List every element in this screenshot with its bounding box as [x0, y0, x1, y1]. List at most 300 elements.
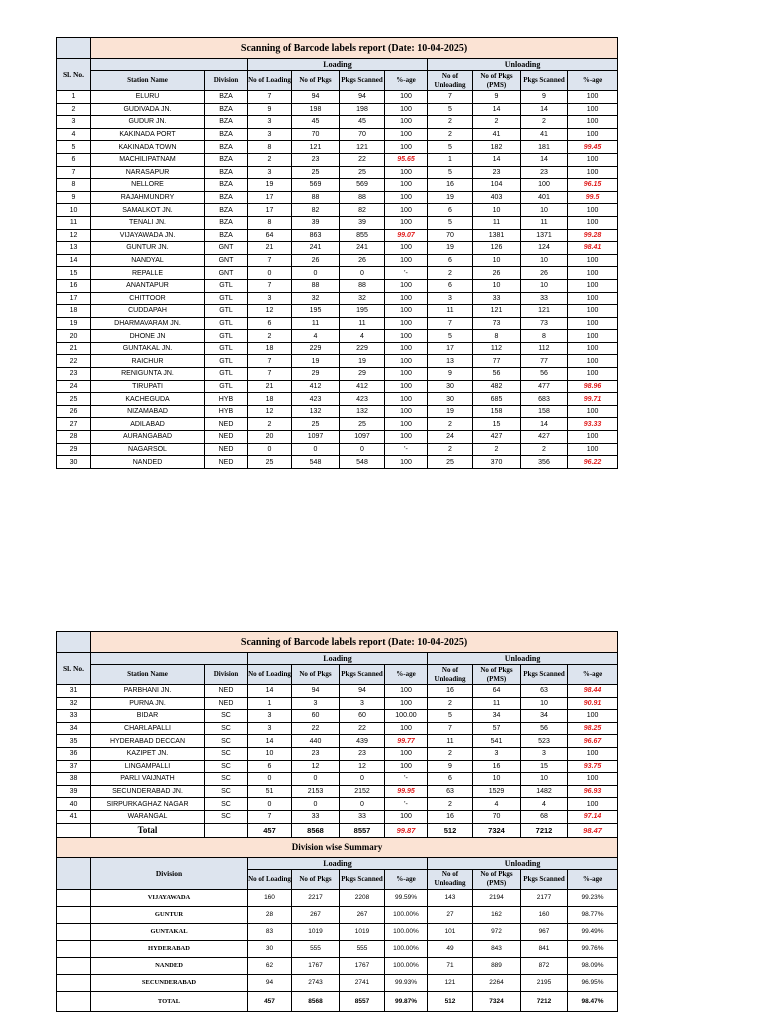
no-of-unloading-cell: 5 — [428, 141, 473, 154]
loading-pct-cell: 100 — [385, 456, 428, 469]
unloading-pct-cell: 100 — [568, 267, 618, 280]
summary-no-of-pkgs-header: No of Pkgs — [292, 869, 340, 889]
unloading-pct-cell: 100 — [568, 773, 618, 786]
station-name-cell: NARASAPUR — [91, 166, 205, 179]
summary-pkgs-scanned-header: Pkgs Scanned — [340, 869, 385, 889]
sl-no-cell: 33 — [57, 710, 91, 723]
no-of-loading-cell: 1 — [248, 697, 292, 710]
division-cell: NED — [205, 418, 248, 431]
pkgs-scanned-header: Pkgs Scanned — [340, 71, 385, 91]
no-of-loading-cell: 3 — [248, 116, 292, 129]
division-cell: GTL — [205, 317, 248, 330]
station-name-cell: SECUNDERABAD JN. — [91, 785, 205, 798]
pkgs-scanned-cell: 855 — [340, 229, 385, 242]
unloading-pct-cell: 100 — [568, 431, 618, 444]
no-of-loading-cell: 7 — [248, 355, 292, 368]
no-of-unloading-cell: 25 — [428, 456, 473, 469]
no-of-pkgs-cell: 94 — [292, 685, 340, 698]
no-of-loading-cell: 0 — [248, 798, 292, 811]
pkgs-scanned-cell: 70 — [340, 128, 385, 141]
no-of-loading-cell: 12 — [248, 305, 292, 318]
pkgs-scanned-cell: 26 — [340, 254, 385, 267]
no-of-unloading-cell: 6 — [428, 204, 473, 217]
division-cell: NED — [205, 431, 248, 444]
no-of-pkgs-cell: 19 — [292, 355, 340, 368]
summary-no-of-unloading-header: No of Unloading — [428, 869, 473, 889]
summary-unloading-pkgs-scanned-cell: 2177 — [521, 889, 568, 906]
unloading-pkgs-scanned-cell: 477 — [521, 380, 568, 393]
barcode-report-table-page-1 — [56, 37, 618, 469]
sl-no-cell: 3 — [57, 116, 91, 129]
unloading-pct-header: %-age — [568, 665, 618, 685]
no-of-pkgs-cell: 39 — [292, 216, 340, 229]
unloading-pct-cell: 93.33 — [568, 418, 618, 431]
unloading-pkgs-scanned-cell: 11 — [521, 216, 568, 229]
station-name-cell: RAJAHMUNDRY — [91, 191, 205, 204]
loading-pct-header: %-age — [385, 71, 428, 91]
no-of-pkgs-pms-cell: 57 — [473, 722, 521, 735]
unloading-pct-cell: 100 — [568, 368, 618, 381]
division-cell: GTL — [205, 279, 248, 292]
summary-total-unloading-pkgs-scanned: 7212 — [521, 991, 568, 1011]
loading-pct-cell: 100 — [385, 116, 428, 129]
unloading-pkgs-scanned-cell: 427 — [521, 431, 568, 444]
no-of-pkgs-pms-cell: 64 — [473, 685, 521, 698]
no-of-loading-cell: 9 — [248, 103, 292, 116]
unloading-pkgs-scanned-header: Pkgs Scanned — [521, 71, 568, 91]
sl-no-cell: 5 — [57, 141, 91, 154]
loading-pct-cell: 100 — [385, 305, 428, 318]
unloading-pkgs-scanned-cell: 26 — [521, 267, 568, 280]
division-cell: BZA — [205, 229, 248, 242]
station-rows-page-1 — [57, 91, 618, 469]
total-no-of-pkgs: 8568 — [292, 823, 340, 837]
total-no-of-loading: 457 — [248, 823, 292, 837]
no-of-pkgs-cell: 33 — [292, 810, 340, 823]
station-name-cell: DHONE JN — [91, 330, 205, 343]
station-name-cell: KAKINADA TOWN — [91, 141, 205, 154]
pkgs-scanned-cell: 94 — [340, 685, 385, 698]
table-row — [57, 317, 618, 330]
table-row — [57, 760, 618, 773]
no-of-pkgs-pms-cell: 370 — [473, 456, 521, 469]
no-of-pkgs-cell: 32 — [292, 292, 340, 305]
table-row — [57, 91, 618, 104]
sl-no-cell: 36 — [57, 747, 91, 760]
total-no-of-pkgs-pms: 7324 — [473, 823, 521, 837]
sl-no-cell: 28 — [57, 431, 91, 444]
pkgs-scanned-cell: 19 — [340, 355, 385, 368]
no-of-loading-cell: 7 — [248, 810, 292, 823]
division-cell: BZA — [205, 153, 248, 166]
sl-no-cell: 18 — [57, 305, 91, 318]
no-of-unloading-cell: 6 — [428, 279, 473, 292]
sl-no-cell: 19 — [57, 317, 91, 330]
summary-unloading-pct-cell: 96.95% — [568, 974, 618, 991]
no-of-pkgs-pms-cell: 41 — [473, 128, 521, 141]
no-of-pkgs-pms-header: No of Pkgs (PMS) — [473, 665, 521, 685]
no-of-unloading-cell: 9 — [428, 368, 473, 381]
pkgs-scanned-cell: 23 — [340, 747, 385, 760]
no-of-loading-cell: 14 — [248, 685, 292, 698]
no-of-unloading-cell: 5 — [428, 216, 473, 229]
table-row — [57, 254, 618, 267]
division-cell: BZA — [205, 191, 248, 204]
no-of-unloading-cell: 2 — [428, 128, 473, 141]
sl-no-cell: 32 — [57, 697, 91, 710]
station-name-cell: CHITTOOR — [91, 292, 205, 305]
sl-no-header: Sl. No. — [57, 59, 91, 91]
unloading-pkgs-scanned-cell: 10 — [521, 279, 568, 292]
no-of-unloading-cell: 6 — [428, 254, 473, 267]
no-of-pkgs-pms-cell: 1381 — [473, 229, 521, 242]
division-cell: HYB — [205, 405, 248, 418]
table-row — [57, 229, 618, 242]
no-of-loading-cell: 8 — [248, 216, 292, 229]
no-of-pkgs-pms-cell: 11 — [473, 216, 521, 229]
summary-total-label: TOTAL — [91, 991, 248, 1011]
station-name-cell: NIZAMABAD — [91, 405, 205, 418]
unloading-pkgs-scanned-cell: 683 — [521, 393, 568, 406]
unloading-pct-cell: 90.91 — [568, 697, 618, 710]
no-of-unloading-cell: 16 — [428, 179, 473, 192]
summary-pkgs-scanned-cell: 2208 — [340, 889, 385, 906]
no-of-loading-cell: 3 — [248, 128, 292, 141]
division-cell: SC — [205, 760, 248, 773]
no-of-pkgs-pms-cell: 427 — [473, 431, 521, 444]
loading-group-header: Loading — [248, 653, 428, 665]
no-of-pkgs-header: No of Pkgs — [292, 665, 340, 685]
unloading-pct-cell: 97.14 — [568, 810, 618, 823]
sl-no-cell: 14 — [57, 254, 91, 267]
station-name-cell: NANDED — [91, 456, 205, 469]
no-of-pkgs-pms-cell: 482 — [473, 380, 521, 393]
no-of-pkgs-cell: 23 — [292, 747, 340, 760]
no-of-loading-cell: 3 — [248, 166, 292, 179]
unloading-pct-cell: 100 — [568, 405, 618, 418]
unloading-pkgs-scanned-cell: 14 — [521, 103, 568, 116]
no-of-loading-cell: 51 — [248, 785, 292, 798]
table-row — [57, 166, 618, 179]
unloading-group-header: Unloading — [428, 653, 618, 665]
station-name-cell: GUNTUR JN. — [91, 242, 205, 255]
no-of-pkgs-cell: 60 — [292, 710, 340, 723]
division-header: Division — [205, 665, 248, 685]
no-of-loading-cell: 12 — [248, 405, 292, 418]
summary-pkgs-scanned-cell: 555 — [340, 940, 385, 957]
no-of-loading-cell: 21 — [248, 242, 292, 255]
summary-unloading-pkgs-scanned-cell: 967 — [521, 923, 568, 940]
no-of-pkgs-pms-cell: 121 — [473, 305, 521, 318]
station-name-cell: GUNTAKAL JN. — [91, 342, 205, 355]
no-of-unloading-cell: 11 — [428, 735, 473, 748]
no-of-pkgs-pms-cell: 104 — [473, 179, 521, 192]
station-name-cell: GUDUR JN. — [91, 116, 205, 129]
table-row — [57, 810, 618, 823]
unloading-pkgs-scanned-cell: 4 — [521, 798, 568, 811]
no-of-loading-cell: 17 — [248, 204, 292, 217]
division-cell: SC — [205, 722, 248, 735]
table-row — [57, 418, 618, 431]
station-name-cell: NELLORE — [91, 179, 205, 192]
division-cell: HYB — [205, 393, 248, 406]
no-of-pkgs-cell: 548 — [292, 456, 340, 469]
summary-no-of-unloading-cell: 49 — [428, 940, 473, 957]
unloading-pkgs-scanned-cell: 77 — [521, 355, 568, 368]
summary-total-unloading-pct: 98.47% — [568, 991, 618, 1011]
pkgs-scanned-cell: 4 — [340, 330, 385, 343]
sl-no-cell: 2 — [57, 103, 91, 116]
no-of-pkgs-cell: 0 — [292, 443, 340, 456]
station-name-cell: MACHILIPATNAM — [91, 153, 205, 166]
no-of-pkgs-pms-cell: 10 — [473, 204, 521, 217]
table-row — [57, 267, 618, 280]
no-of-loading-cell: 2 — [248, 418, 292, 431]
table-row — [57, 342, 618, 355]
unloading-pct-cell: 96.22 — [568, 456, 618, 469]
unloading-pkgs-scanned-cell: 8 — [521, 330, 568, 343]
pkgs-scanned-cell: 423 — [340, 393, 385, 406]
no-of-unloading-cell: 2 — [428, 443, 473, 456]
no-of-loading-cell: 3 — [248, 710, 292, 723]
summary-division-cell: SECUNDERABAD — [91, 974, 248, 991]
loading-pct-cell: '- — [385, 773, 428, 786]
no-of-unloading-cell: 63 — [428, 785, 473, 798]
unloading-pkgs-scanned-cell: 181 — [521, 141, 568, 154]
sl-no-cell: 37 — [57, 760, 91, 773]
summary-row — [57, 906, 618, 923]
pkgs-scanned-cell: 94 — [340, 91, 385, 104]
unloading-pkgs-scanned-cell: 1371 — [521, 229, 568, 242]
unloading-pct-cell: 99.71 — [568, 393, 618, 406]
no-of-unloading-cell: 2 — [428, 116, 473, 129]
unloading-pct-cell: 100 — [568, 342, 618, 355]
unloading-pct-cell: 98.96 — [568, 380, 618, 393]
sl-no-cell: 35 — [57, 735, 91, 748]
loading-pct-cell: 100 — [385, 254, 428, 267]
sl-no-header: Sl. No. — [57, 653, 91, 685]
summary-no-of-pkgs-pms-cell: 972 — [473, 923, 521, 940]
station-name-cell: SAMALKOT JN. — [91, 204, 205, 217]
division-header: Division — [205, 71, 248, 91]
no-of-pkgs-pms-cell: 158 — [473, 405, 521, 418]
loading-pct-cell: 100 — [385, 91, 428, 104]
no-of-pkgs-cell: 412 — [292, 380, 340, 393]
loading-pct-cell: 100 — [385, 216, 428, 229]
summary-no-of-pkgs-cell: 2217 — [292, 889, 340, 906]
loading-pct-cell: 100 — [385, 330, 428, 343]
no-of-pkgs-cell: 12 — [292, 760, 340, 773]
sl-no-cell: 10 — [57, 204, 91, 217]
no-of-pkgs-pms-cell: 73 — [473, 317, 521, 330]
loading-pct-cell: 100 — [385, 355, 428, 368]
loading-pct-cell: 100 — [385, 103, 428, 116]
table-row — [57, 204, 618, 217]
station-name-cell: ADILABAD — [91, 418, 205, 431]
loading-pct-cell: 100 — [385, 431, 428, 444]
no-of-loading-cell: 21 — [248, 380, 292, 393]
summary-total-no-of-unloading: 512 — [428, 991, 473, 1011]
sl-no-cell: 1 — [57, 91, 91, 104]
pkgs-scanned-cell: 2152 — [340, 785, 385, 798]
pkgs-scanned-cell: 0 — [340, 267, 385, 280]
loading-pct-cell: 100 — [385, 292, 428, 305]
table-row — [57, 710, 618, 723]
unloading-pkgs-scanned-cell: 158 — [521, 405, 568, 418]
summary-unloading-header: Unloading — [428, 857, 618, 869]
pkgs-scanned-cell: 22 — [340, 153, 385, 166]
division-cell: SC — [205, 710, 248, 723]
pkgs-scanned-cell: 241 — [340, 242, 385, 255]
division-cell: BZA — [205, 128, 248, 141]
no-of-loading-cell: 6 — [248, 760, 292, 773]
no-of-pkgs-pms-cell: 23 — [473, 166, 521, 179]
station-name-cell: BIDAR — [91, 710, 205, 723]
sl-no-cell: 40 — [57, 798, 91, 811]
unloading-pct-cell: 100 — [568, 103, 618, 116]
unloading-pkgs-scanned-cell: 33 — [521, 292, 568, 305]
loading-pct-cell: 100 — [385, 760, 428, 773]
division-cell: SC — [205, 773, 248, 786]
pkgs-scanned-cell: 569 — [340, 179, 385, 192]
unloading-group-header: Unloading — [428, 59, 618, 71]
unloading-pct-cell: 100 — [568, 798, 618, 811]
unloading-pct-cell: 98.41 — [568, 242, 618, 255]
summary-no-of-pkgs-pms-cell: 2264 — [473, 974, 521, 991]
pkgs-scanned-cell: 29 — [340, 368, 385, 381]
summary-division-cell: HYDERABAD — [91, 940, 248, 957]
no-of-unloading-cell: 30 — [428, 380, 473, 393]
table-row — [57, 330, 618, 343]
loading-pct-cell: 100 — [385, 141, 428, 154]
division-cell: GTL — [205, 355, 248, 368]
total-loading-pct: 99.87 — [385, 823, 428, 837]
sl-no-cell: 30 — [57, 456, 91, 469]
loading-pct-cell: 100.00 — [385, 710, 428, 723]
table-row — [57, 179, 618, 192]
loading-pct-cell: 100 — [385, 204, 428, 217]
summary-division-cell: NANDED — [91, 957, 248, 974]
pkgs-scanned-cell: 33 — [340, 810, 385, 823]
pkgs-scanned-cell: 60 — [340, 710, 385, 723]
sl-no-cell: 6 — [57, 153, 91, 166]
sl-no-cell: 20 — [57, 330, 91, 343]
no-of-loading-cell: 7 — [248, 279, 292, 292]
table-row — [57, 685, 618, 698]
sl-no-cell: 16 — [57, 279, 91, 292]
no-of-pkgs-pms-cell: 403 — [473, 191, 521, 204]
unloading-pkgs-scanned-cell: 2 — [521, 443, 568, 456]
division-cell: GTL — [205, 342, 248, 355]
loading-pct-cell: 100 — [385, 418, 428, 431]
summary-no-of-pkgs-cell: 1019 — [292, 923, 340, 940]
summary-no-of-unloading-cell: 143 — [428, 889, 473, 906]
summary-pkgs-scanned-cell: 2741 — [340, 974, 385, 991]
division-cell: BZA — [205, 204, 248, 217]
no-of-pkgs-cell: 0 — [292, 798, 340, 811]
pkgs-scanned-cell: 412 — [340, 380, 385, 393]
division-cell: NED — [205, 685, 248, 698]
no-of-pkgs-cell: 25 — [292, 166, 340, 179]
summary-unloading-pkgs-scanned-cell: 2195 — [521, 974, 568, 991]
report-title-row — [57, 38, 618, 59]
pkgs-scanned-cell: 22 — [340, 722, 385, 735]
sl-no-cell: 29 — [57, 443, 91, 456]
division-cell: BZA — [205, 103, 248, 116]
unloading-pkgs-scanned-cell: 15 — [521, 760, 568, 773]
table-row — [57, 191, 618, 204]
loading-pct-cell: 100 — [385, 368, 428, 381]
pkgs-scanned-cell: 88 — [340, 191, 385, 204]
no-of-loading-cell: 2 — [248, 153, 292, 166]
summary-loading-pct-cell: 99.59% — [385, 889, 428, 906]
no-of-pkgs-cell: 229 — [292, 342, 340, 355]
no-of-pkgs-pms-cell: 2 — [473, 116, 521, 129]
summary-no-of-loading-cell: 94 — [248, 974, 292, 991]
summary-no-of-pkgs-pms-cell: 843 — [473, 940, 521, 957]
no-of-unloading-cell: 70 — [428, 229, 473, 242]
pkgs-scanned-cell: 198 — [340, 103, 385, 116]
division-summary-rows — [57, 889, 618, 991]
no-of-unloading-cell: 2 — [428, 418, 473, 431]
unloading-pkgs-scanned-cell: 14 — [521, 418, 568, 431]
loading-pct-cell: '- — [385, 798, 428, 811]
no-of-pkgs-pms-cell: 26 — [473, 267, 521, 280]
pkgs-scanned-cell: 82 — [340, 204, 385, 217]
no-of-pkgs-pms-cell: 685 — [473, 393, 521, 406]
no-of-unloading-cell: 2 — [428, 267, 473, 280]
unloading-pct-cell: 100 — [568, 292, 618, 305]
loading-pct-cell: 100 — [385, 380, 428, 393]
summary-no-of-pkgs-cell: 555 — [292, 940, 340, 957]
summary-division-cell: VIJAYAWADA — [91, 889, 248, 906]
no-of-loading-cell: 19 — [248, 179, 292, 192]
no-of-loading-cell: 10 — [248, 747, 292, 760]
division-cell: BZA — [205, 179, 248, 192]
unloading-pkgs-scanned-cell: 73 — [521, 317, 568, 330]
summary-total-no-of-pkgs-pms: 7324 — [473, 991, 521, 1011]
summary-unloading-pkgs-scanned-cell: 160 — [521, 906, 568, 923]
summary-no-of-pkgs-pms-cell: 889 — [473, 957, 521, 974]
division-cell: BZA — [205, 91, 248, 104]
division-cell: GTL — [205, 380, 248, 393]
table-row — [57, 216, 618, 229]
no-of-pkgs-cell: 0 — [292, 773, 340, 786]
no-of-pkgs-header: No of Pkgs — [292, 71, 340, 91]
station-name-cell: RAICHUR — [91, 355, 205, 368]
no-of-unloading-cell: 6 — [428, 773, 473, 786]
division-cell: NED — [205, 456, 248, 469]
loading-pct-cell: 100 — [385, 279, 428, 292]
sl-no-cell: 24 — [57, 380, 91, 393]
no-of-pkgs-pms-cell: 11 — [473, 697, 521, 710]
station-name-cell: VIJAYAWADA JN. — [91, 229, 205, 242]
no-of-pkgs-cell: 2153 — [292, 785, 340, 798]
loading-pct-cell: '- — [385, 267, 428, 280]
division-cell: BZA — [205, 166, 248, 179]
table-row — [57, 292, 618, 305]
loading-pct-cell: 95.65 — [385, 153, 428, 166]
no-of-loading-cell: 18 — [248, 342, 292, 355]
unloading-pct-cell: 99.28 — [568, 229, 618, 242]
station-name-cell: REPALLE — [91, 267, 205, 280]
station-name-cell: DHARMAVARAM JN. — [91, 317, 205, 330]
no-of-unloading-cell: 13 — [428, 355, 473, 368]
no-of-unloading-cell: 7 — [428, 317, 473, 330]
no-of-unloading-header: No of Unloading — [428, 71, 473, 91]
table-row — [57, 785, 618, 798]
division-cell: GTL — [205, 305, 248, 318]
